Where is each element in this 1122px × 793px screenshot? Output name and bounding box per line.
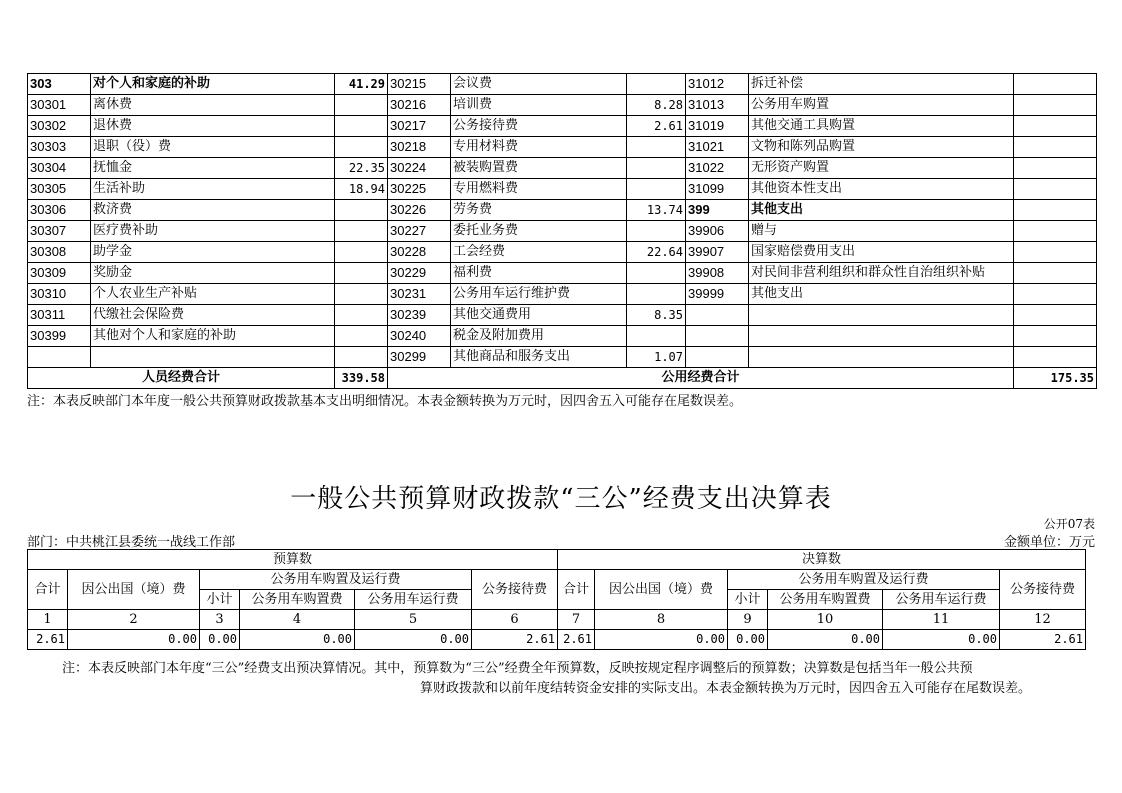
detail-row (28, 200, 1097, 221)
final-total-header: 合计 (558, 570, 595, 610)
detail-row (28, 158, 1097, 179)
name-cell: 离休费 (91, 95, 335, 116)
column-number: 5 (355, 610, 472, 630)
name-cell: 其他支出 (749, 284, 1014, 305)
name-cell: 文物和陈列品购置 (749, 137, 1014, 158)
amount-cell (335, 221, 388, 242)
code-cell: 30218 (388, 137, 451, 158)
code-cell: 30310 (28, 284, 91, 305)
code-cell: 39907 (686, 242, 749, 263)
detail-row (28, 179, 1097, 200)
column-number: 4 (240, 610, 355, 630)
amount-cell: 22.64 (627, 242, 686, 263)
code-cell: 31021 (686, 137, 749, 158)
code-cell: 31099 (686, 179, 749, 200)
code-cell: 30229 (388, 263, 451, 284)
amount-cell (1014, 326, 1097, 347)
code-cell: 30215 (388, 74, 451, 95)
amount-cell (335, 326, 388, 347)
detail-row (28, 116, 1097, 137)
name-cell: 其他交通工具购置 (749, 116, 1014, 137)
name-cell (749, 305, 1014, 326)
amount-cell (1014, 95, 1097, 116)
final-vehicle-run-header: 公务用车运行费 (883, 590, 1000, 610)
final-abroad-header: 因公出国（境）费 (595, 570, 728, 610)
amount-cell: 41.29 (335, 74, 388, 95)
amount-cell (335, 200, 388, 221)
budget-abroad-header: 因公出国（境）费 (68, 570, 200, 610)
amount-cell (335, 284, 388, 305)
amount-cell (335, 95, 388, 116)
column-number: 9 (728, 610, 768, 630)
amount-value: 2.61 (472, 630, 558, 650)
name-cell (749, 326, 1014, 347)
note-line-2: 算财政拨款和以前年度结转资金安排的实际支出。本表金额转换为万元时，因四舍五入可能存在尾数误差。 (420, 681, 1032, 696)
name-cell: 专用燃料费 (451, 179, 627, 200)
code-cell: 30304 (28, 158, 91, 179)
code-cell: 30311 (28, 305, 91, 326)
code-cell: 30240 (388, 326, 451, 347)
column-number-row (28, 610, 1086, 630)
amount-cell (1014, 305, 1097, 326)
budget-subtotal-header: 小计 (200, 590, 240, 610)
code-cell: 30225 (388, 179, 451, 200)
code-cell (686, 347, 749, 368)
unit-label: 金额单位：万元 (1003, 535, 1095, 550)
code-cell: 30306 (28, 200, 91, 221)
amount-cell (1014, 74, 1097, 95)
table-code: 公开07表 (1043, 517, 1095, 531)
budget-reception-header: 公务接待费 (472, 570, 558, 610)
code-cell: 30299 (388, 347, 451, 368)
code-cell: 31013 (686, 95, 749, 116)
amount-cell: 2.61 (627, 116, 686, 137)
amount-value: 0.00 (728, 630, 768, 650)
detail-total-row (28, 368, 1097, 389)
column-number: 6 (472, 610, 558, 630)
column-number: 8 (595, 610, 728, 630)
detail-note: 注：本表反映部门本年度一般公共预算财政拨款基本支出明细情况。本表金额转换为万元时，因四舍五入可能存在尾数误差。 (27, 394, 743, 409)
amount-cell (1014, 263, 1097, 284)
amount-value: 0.00 (355, 630, 472, 650)
amount-value: 2.61 (1000, 630, 1086, 650)
budget-total-header: 合计 (28, 570, 68, 610)
name-cell: 个人农业生产补贴 (91, 284, 335, 305)
detail-row (28, 242, 1097, 263)
amount-cell (1014, 284, 1097, 305)
public-total-label: 公用经费合计 (388, 368, 1014, 389)
amount-cell: 22.35 (335, 158, 388, 179)
code-cell: 30302 (28, 116, 91, 137)
code-cell: 30309 (28, 263, 91, 284)
name-cell: 劳务费 (451, 200, 627, 221)
column-number: 3 (200, 610, 240, 630)
budget-vehicle-run-header: 公务用车运行费 (355, 590, 472, 610)
amount-cell (335, 347, 388, 368)
amount-cell: 18.94 (335, 179, 388, 200)
code-cell: 30224 (388, 158, 451, 179)
detail-row (28, 74, 1097, 95)
code-cell: 31019 (686, 116, 749, 137)
amount-cell (335, 116, 388, 137)
code-cell (686, 305, 749, 326)
amount-cell (627, 263, 686, 284)
final-header: 决算数 (558, 550, 1086, 570)
code-cell: 39999 (686, 284, 749, 305)
amount-cell (627, 326, 686, 347)
page-title: 一般公共预算财政拨款“三公”经费支出决算表 (290, 484, 832, 514)
code-cell: 399 (686, 200, 749, 221)
name-cell: 对个人和家庭的补助 (91, 74, 335, 95)
name-cell: 公务接待费 (451, 116, 627, 137)
expenditure-detail-table (27, 73, 1097, 389)
name-cell: 国家赔偿费用支出 (749, 242, 1014, 263)
name-cell: 对民间非营利组织和群众性自治组织补贴 (749, 263, 1014, 284)
name-cell: 退休费 (91, 116, 335, 137)
final-vehicle-header: 公务用车购置及运行费 (728, 570, 1000, 590)
column-number: 2 (68, 610, 200, 630)
name-cell: 福利费 (451, 263, 627, 284)
amount-cell (627, 284, 686, 305)
code-cell: 303 (28, 74, 91, 95)
name-cell: 生活补助 (91, 179, 335, 200)
amount-cell: 8.35 (627, 305, 686, 326)
name-cell: 医疗费补助 (91, 221, 335, 242)
three-public-expense-table (27, 549, 1086, 650)
name-cell: 其他交通费用 (451, 305, 627, 326)
name-cell: 拆迁补偿 (749, 74, 1014, 95)
amount-cell (1014, 179, 1097, 200)
code-cell (686, 326, 749, 347)
code-cell: 30227 (388, 221, 451, 242)
amount-cell (335, 137, 388, 158)
code-cell: 30216 (388, 95, 451, 116)
amount-cell: 8.28 (627, 95, 686, 116)
amount-cell (1014, 158, 1097, 179)
name-cell: 公务用车购置 (749, 95, 1014, 116)
detail-row (28, 284, 1097, 305)
amount-cell (627, 74, 686, 95)
detail-row (28, 347, 1097, 368)
name-cell: 工会经费 (451, 242, 627, 263)
detail-row (28, 221, 1097, 242)
personnel-total-label: 人员经费合计 (28, 368, 335, 389)
code-cell: 30307 (28, 221, 91, 242)
code-cell: 31012 (686, 74, 749, 95)
code-cell: 30303 (28, 137, 91, 158)
name-cell: 代缴社会保险费 (91, 305, 335, 326)
column-number: 12 (1000, 610, 1086, 630)
detail-table-body (28, 74, 1097, 368)
amount-cell (1014, 221, 1097, 242)
column-number: 10 (768, 610, 883, 630)
amount-cell (1014, 116, 1097, 137)
amount-value: 0.00 (240, 630, 355, 650)
amount-cell (1014, 242, 1097, 263)
code-cell: 30301 (28, 95, 91, 116)
personnel-total-value: 339.58 (335, 368, 388, 389)
code-cell: 30239 (388, 305, 451, 326)
amount-cell (1014, 347, 1097, 368)
code-cell: 30305 (28, 179, 91, 200)
detail-row (28, 326, 1097, 347)
name-cell: 奖励金 (91, 263, 335, 284)
name-cell: 专用材料费 (451, 137, 627, 158)
amount-value: 0.00 (68, 630, 200, 650)
name-cell: 公务用车运行维护费 (451, 284, 627, 305)
budget-vehicle-header: 公务用车购置及运行费 (200, 570, 472, 590)
amount-cell (335, 263, 388, 284)
name-cell: 其他资本性支出 (749, 179, 1014, 200)
name-cell: 税金及附加费用 (451, 326, 627, 347)
amount-cell: 13.74 (627, 200, 686, 221)
amount-value: 0.00 (595, 630, 728, 650)
three-public-note (62, 659, 1097, 699)
final-reception-header: 公务接待费 (1000, 570, 1086, 610)
amount-cell (627, 221, 686, 242)
amount-value: 0.00 (768, 630, 883, 650)
column-number: 1 (28, 610, 68, 630)
detail-row (28, 305, 1097, 326)
value-row (28, 630, 1086, 650)
code-cell: 30231 (388, 284, 451, 305)
amount-value: 0.00 (883, 630, 1000, 650)
code-cell: 39908 (686, 263, 749, 284)
final-vehicle-purchase-header: 公务用车购置费 (768, 590, 883, 610)
amount-cell (627, 158, 686, 179)
code-cell (28, 347, 91, 368)
name-cell: 培训费 (451, 95, 627, 116)
name-cell: 其他对个人和家庭的补助 (91, 326, 335, 347)
name-cell: 委托业务费 (451, 221, 627, 242)
name-cell (749, 347, 1014, 368)
name-cell: 其他商品和服务支出 (451, 347, 627, 368)
amount-cell: 1.07 (627, 347, 686, 368)
name-cell: 退职（役）费 (91, 137, 335, 158)
amount-value: 2.61 (558, 630, 595, 650)
amount-cell (335, 242, 388, 263)
amount-cell (627, 137, 686, 158)
public-total-value: 175.35 (1014, 368, 1097, 389)
column-number: 11 (883, 610, 1000, 630)
detail-row (28, 137, 1097, 158)
detail-row (28, 263, 1097, 284)
budget-header: 预算数 (28, 550, 558, 570)
amount-value: 0.00 (200, 630, 240, 650)
amount-cell (335, 305, 388, 326)
name-cell: 赠与 (749, 221, 1014, 242)
code-cell: 30217 (388, 116, 451, 137)
amount-cell (1014, 200, 1097, 221)
code-cell: 39906 (686, 221, 749, 242)
amount-cell (1014, 137, 1097, 158)
name-cell: 会议费 (451, 74, 627, 95)
code-cell: 31022 (686, 158, 749, 179)
name-cell (91, 347, 335, 368)
code-cell: 30399 (28, 326, 91, 347)
name-cell: 其他支出 (749, 200, 1014, 221)
name-cell: 救济费 (91, 200, 335, 221)
detail-row (28, 95, 1097, 116)
column-number: 7 (558, 610, 595, 630)
name-cell: 抚恤金 (91, 158, 335, 179)
code-cell: 30308 (28, 242, 91, 263)
code-cell: 30226 (388, 200, 451, 221)
final-subtotal-header: 小计 (728, 590, 768, 610)
amount-cell (627, 179, 686, 200)
department-label: 部门：中共桃江县委统一战线工作部 (27, 535, 236, 550)
amount-value: 2.61 (28, 630, 68, 650)
budget-vehicle-purchase-header: 公务用车购置费 (240, 590, 355, 610)
name-cell: 无形资产购置 (749, 158, 1014, 179)
note-line-1: 注：本表反映部门本年度“三公”经费支出预决算情况。其中，预算数为“三公”经费全年预算数，反映按规定程序调整后的预算数；决算数是包括当年一般公共预 (62, 661, 973, 676)
name-cell: 被装购置费 (451, 158, 627, 179)
name-cell: 助学金 (91, 242, 335, 263)
code-cell: 30228 (388, 242, 451, 263)
